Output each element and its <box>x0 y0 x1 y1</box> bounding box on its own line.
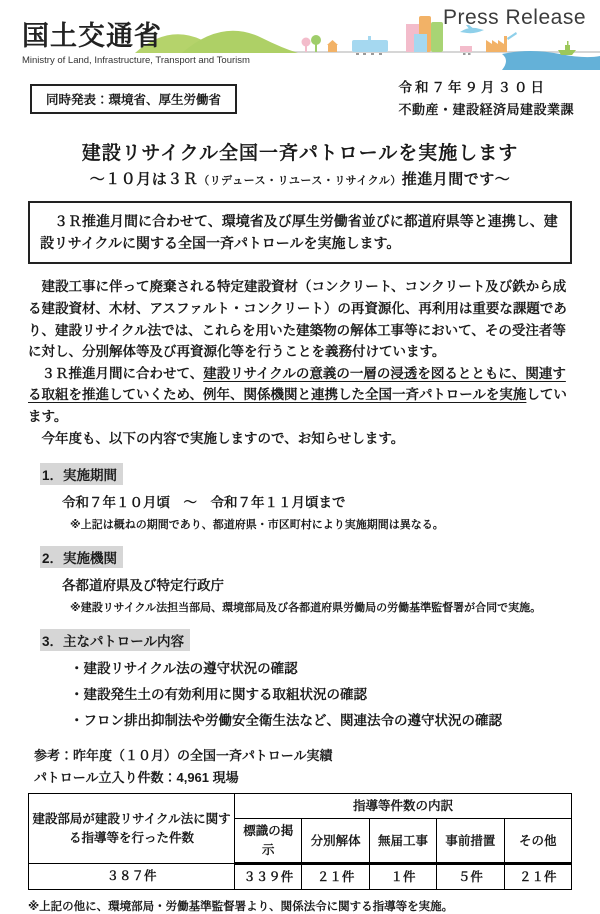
section-2-note: ※建設リサイクル法担当部局、環境部局及び各都道府県労働局の労働基準監督署が合同で実施。 <box>70 602 542 615</box>
table-total-value: ３８７件 <box>29 863 235 889</box>
reference-title: 参考：昨年度（１０月）の全国一斉パトロール実績 <box>34 748 333 764</box>
body-text <box>28 276 572 449</box>
body-paragraph-2 <box>28 363 572 428</box>
press-release-label: Press Release <box>442 6 586 29</box>
table-col1-header: 建設部局が建設リサイクル法に関する指導等を行った件数 <box>29 794 235 863</box>
section-implementation-period <box>40 463 572 532</box>
body-paragraph-1: 建設工事に伴って廃棄される特定建設資材（コンクリート、コンクリート及び鉄から成る建設資材、木材、アスファルト・コンクリート）の再資源化、再利用は重要な課題であり、建設リサイクル法では、これらを用いた建築物の解体工事等において、その受注者等に対し、分別解体等及び再資源化等を行うことを義務付けています。 <box>28 279 567 360</box>
table-subheader-unreported: 無届工事 <box>369 819 436 863</box>
section-2-line: 各都道府県及び特定行政庁 <box>62 578 224 594</box>
guidance-results-table <box>28 793 572 890</box>
reference-block <box>34 745 572 789</box>
para2-prefix: ３Ｒ推進月間に合わせて、 <box>28 365 204 381</box>
table-footnote: ※上記の他に、環境部局・労働基準監督署より、関係法令に関する指導等を実施。 <box>28 900 454 913</box>
joint-release-box: 同時発表：環境省、厚生労働省 <box>30 84 237 114</box>
table-value-unreported: １件 <box>369 863 436 889</box>
subtitle-prefix: ～１０月は３Ｒ <box>89 171 199 188</box>
table-subheader-premeasure: 事前措置 <box>437 819 504 863</box>
logo-subtitle: Ministry of Land, Infrastructure, Transport and Tourism <box>22 55 250 66</box>
date-block <box>398 76 574 118</box>
section-implementation-body <box>40 546 572 615</box>
title-block <box>0 138 600 189</box>
table-data-row <box>29 863 572 889</box>
table-subheader-signage: 標識の掲示 <box>235 819 302 863</box>
summary-box: ３Ｒ推進月間に合わせて、環境省及び厚生労働省並びに都道府県等と連携し、建設リサイクルに関する全国一斉パトロールを実施します。 <box>28 201 572 264</box>
page-title: 建設リサイクル全国一斉パトロールを実施します <box>81 143 519 164</box>
table-subheader-other: その他 <box>504 819 571 863</box>
section-2-heading: 2．実施機関 <box>40 546 123 568</box>
table-header-row-1 <box>29 794 572 819</box>
section-1-note: ※上記は概ねの期間であり、都道府県・市区町村により実施期間は異なる。 <box>70 519 444 532</box>
table-group-header: 指導等件数の内訳 <box>235 794 572 819</box>
table-value-signage: ３３９件 <box>235 863 302 889</box>
para2-underlined: 建設リサイクルの意義の一層の浸透を図るとともに、関連する取組を推進していくため、例年、関係機関と連携した全国一斉パトロールを実施 <box>28 365 566 403</box>
release-date: 令和７年９月３０日 <box>398 80 547 95</box>
department: 不動産・建設経済局建設業課 <box>398 102 574 117</box>
table-value-separation: ２１件 <box>302 863 369 889</box>
section-3-heading: 3．主なパトロール内容 <box>40 629 190 651</box>
table-value-premeasure: ５件 <box>437 863 504 889</box>
subtitle-suffix: 推進月間です～ <box>401 171 511 188</box>
molit-logo <box>22 14 250 66</box>
patrol-bullet-3: ・フロン排出抑制法や労働安全衛生法など、関連法令の遵守状況の確認 <box>70 713 502 729</box>
section-1-line: 令和７年１０月頃 ～ 令和７年１１月頃まで <box>62 495 346 511</box>
table-subheader-separation: 分別解体 <box>302 819 369 863</box>
reference-count: パトロール立入り件数：4,961 現場 <box>34 770 239 786</box>
header <box>0 0 600 72</box>
section-patrol-content <box>40 629 572 729</box>
patrol-bullet-2: ・建設発生土の有効利用に関する取組状況の確認 <box>70 687 367 703</box>
para2-suffix: しています。 <box>28 387 567 424</box>
sections <box>40 463 572 729</box>
subtitle-paren: （リデュース・リユース・リサイクル） <box>198 175 402 187</box>
section-1-heading: 1．実施期間 <box>40 463 123 485</box>
logo-title: 国土交通省 <box>22 21 162 51</box>
subheader <box>0 76 600 132</box>
body-paragraph-3: 今年度も、以下の内容で実施しますので、お知らせします。 <box>28 430 405 446</box>
page-subtitle <box>0 168 600 189</box>
patrol-bullet-1: ・建設リサイクル法の遵守状況の確認 <box>70 661 298 677</box>
table-value-other: ２１件 <box>504 863 571 889</box>
